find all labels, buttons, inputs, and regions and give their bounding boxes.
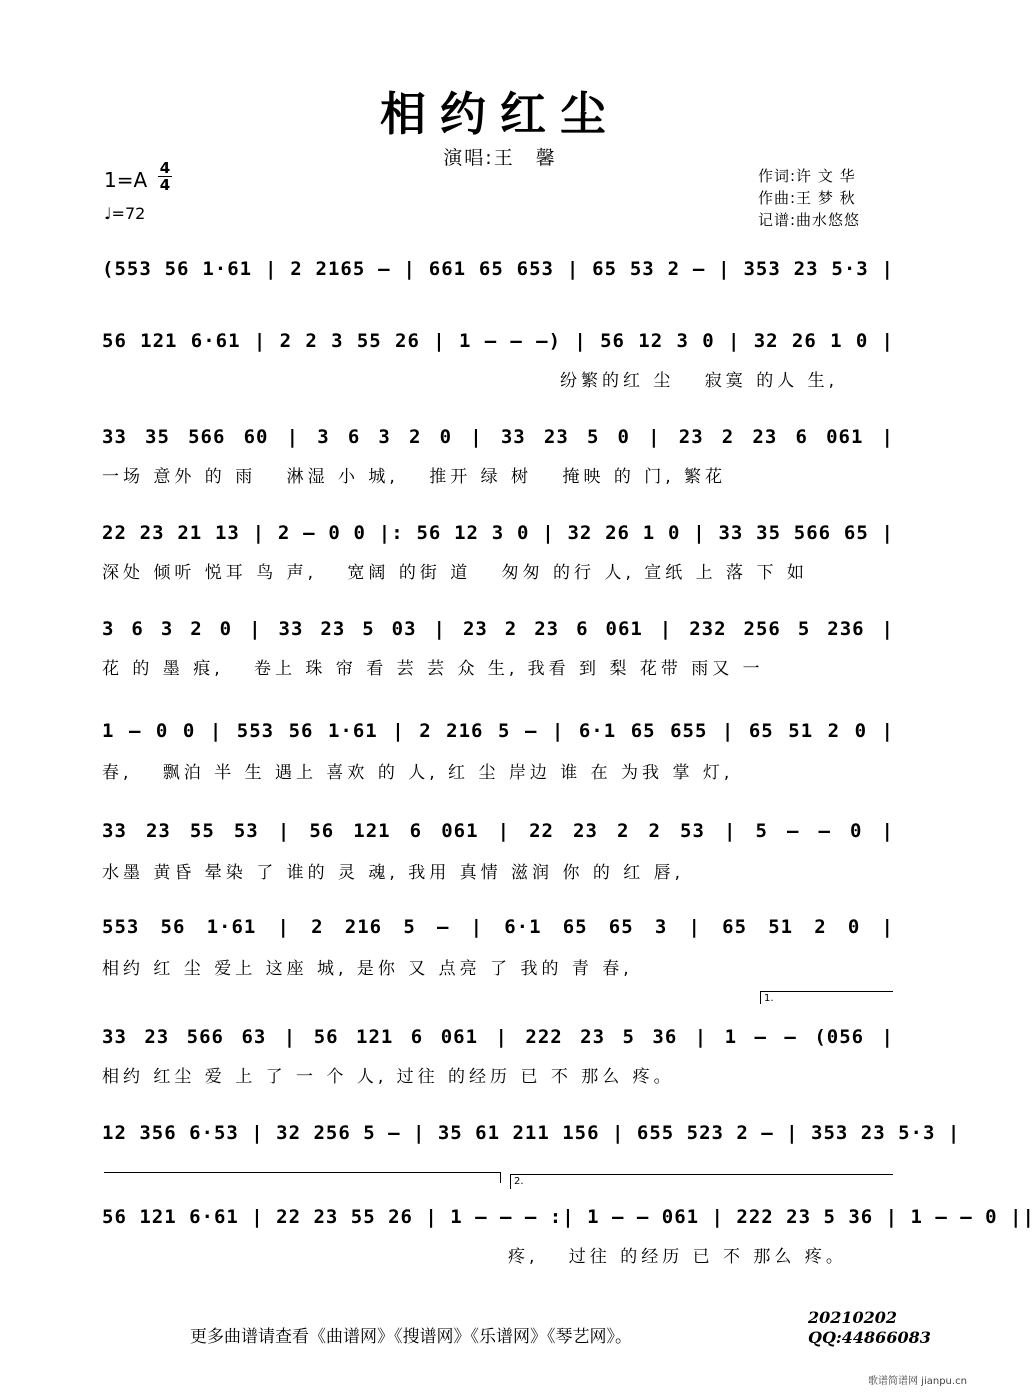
credits <box>758 165 860 231</box>
transcription-date: 20210202 <box>808 1308 898 1327</box>
lyrics-row-6: 春, 飘泊 半 生 遇上 喜欢 的 人, 红 尘 岸边 谁 在 为我 掌 灯, <box>102 763 734 783</box>
notes-row-3: 33 35 566 60 | 3 6 3 2 0 | 33 23 5 0 | 23 2 23 6 061 | <box>102 426 894 448</box>
notes-row-1: (553 56 1·61 | 2 2165 – | 661 65 653 | 65 53 2 – | 353 23 5·3 | <box>102 258 894 280</box>
lyrics-row-3: 一场 意外 的 雨 淋湿 小 城, 推开 绿 树 掩映 的 门, 繁花 <box>102 467 727 487</box>
lyricist-credit: 作词:许 文 华 <box>758 167 856 185</box>
lyrics-row-5: 花 的 墨 痕, 卷上 珠 帘 看 芸 芸 众 生, 我看 到 梨 花带 雨又 一 <box>102 659 764 679</box>
notes-row-7: 33 23 55 53 | 56 121 6 061 | 22 23 2 2 53 | 5 – – 0 | <box>102 820 894 842</box>
tempo-marking: ♩=72 <box>104 204 146 223</box>
composer-credit: 作曲:王 梦 秋 <box>758 189 856 207</box>
notes-row-6: 1 – 0 0 | 553 56 1·61 | 2 216 5 – | 6·1 65 655 | 65 51 2 0 | <box>102 720 894 742</box>
notes-row-8: 553 56 1·61 | 2 216 5 – | 6·1 65 65 3 | 65 51 2 0 | <box>102 916 894 938</box>
song-title: 相约红尘 <box>380 87 620 141</box>
time-signature-top: 4 <box>159 159 171 177</box>
notes-row-9: 33 23 566 63 | 56 121 6 061 | 222 23 5 36 | 1 – – (056 | <box>102 1026 894 1048</box>
site-watermark: 歌谱简谱网 jianpu.cn <box>868 1376 967 1387</box>
score-row-10 <box>102 1118 961 1164</box>
volta-2 <box>510 1174 893 1189</box>
notes-row-10: 12 356 6·53 | 32 256 5 – | 35 61 211 156 | 655 523 2 – | 353 23 5·3 | <box>102 1122 961 1144</box>
lyrics-row-2: 纷繁的红 尘 寂寞 的人 生, <box>560 371 839 391</box>
score-row-1 <box>102 254 894 300</box>
transcriber-credit: 记谱:曲水悠悠 <box>758 211 861 229</box>
lyrics-row-11: 疼, 过往 的经历 已 不 那么 疼。 <box>508 1247 847 1267</box>
key-signature: 1=A <box>104 168 148 192</box>
time-signature <box>158 160 172 193</box>
transcription-info <box>808 1308 931 1348</box>
singer-credit: 演唱:王 馨 <box>443 147 557 169</box>
notes-row-4: 22 23 21 13 | 2 – 0 0 |: 56 12 3 0 | 32 26 1 0 | 33 35 566 65 | <box>102 522 894 544</box>
lyrics-row-4: 深处 倾听 悦耳 鸟 声, 宽阔 的街 道 匆匆 的行 人, 宣纸 上 落 下 如 <box>102 563 808 583</box>
lyrics-row-8: 相约 红 尘 爱上 这座 城, 是你 又 点亮 了 我的 青 春, <box>102 959 633 979</box>
notes-row-5: 3 6 3 2 0 | 33 23 5 03 | 23 2 23 6 061 | 232 256 5 236 | <box>102 618 894 640</box>
footer-more-scores: 更多曲谱请查看《曲谱网》《搜谱网》《乐谱网》《琴艺网》。 <box>190 1327 632 1347</box>
volta-1 <box>760 991 893 1004</box>
lyrics-row-7: 水墨 黄昏 晕染 了 谁的 灵 魂, 我用 真情 滋润 你 的 红 唇, <box>102 863 685 883</box>
qq-number: QQ:44866083 <box>808 1328 931 1347</box>
score-row-7 <box>102 816 894 862</box>
score-row-6 <box>102 716 894 762</box>
lyrics-row-9: 相约 红尘 爱 上 了 一 个 人, 过往 的经历 已 不 那么 疼。 <box>102 1067 675 1087</box>
score-row-8 <box>102 912 894 958</box>
notes-row-2: 56 121 6·61 | 2 2 3 55 26 | 1 – – –) | 56 12 3 0 | 32 26 1 0 | <box>102 330 894 352</box>
time-signature-bottom: 4 <box>159 176 171 194</box>
volta-2-label: 2. <box>514 1176 524 1187</box>
notes-row-11: 56 121 6·61 | 22 23 55 26 | 1 – – – :| 1 – – 061 | 222 23 5 36 | 1 – – 0 || <box>102 1206 1035 1228</box>
volta-1-label: 1. <box>764 993 774 1004</box>
repeat-bracket-line <box>104 1172 501 1183</box>
